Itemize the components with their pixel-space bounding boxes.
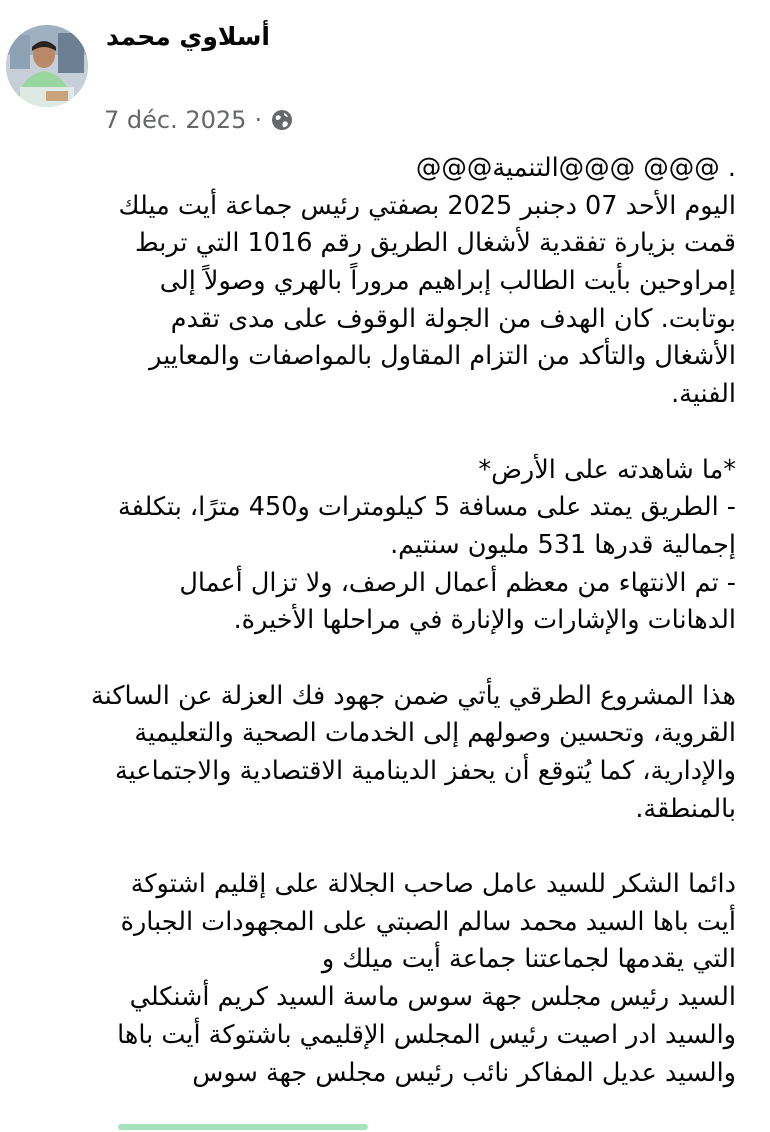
post-line: اليوم الأحد 07 دجنبر 2025 بصفتي رئيس جماعة أيت ميلك — [118, 190, 736, 221]
post-line-blank — [14, 828, 736, 866]
post-line: - الطريق يمتد على مسافة 5 كيلومترات و450 مترًا، بتكلفة — [117, 492, 736, 523]
post-line: هذا المشروع الطرقي يأتي ضمن جهود فك العزلة عن الساكنة — [90, 680, 736, 711]
post-line: قمت بزيارة تفقدية لأشغال الطريق رقم 1016 التي تربط — [135, 228, 736, 259]
post-line: التي يقدمها لجماعتنا جماعة أيت ميلك و — [321, 944, 736, 975]
post-line: السيد رئيس مجلس جهة سوس ماسة السيد كريم أشنكلي — [129, 982, 736, 1013]
post-line: . @@@ @@@التنمية@@@ — [415, 153, 736, 183]
globe-icon[interactable] — [270, 108, 294, 132]
post-line: الدهانات والإشارات والإنارة في مراحلها الأخيرة. — [233, 605, 736, 636]
post-line: والسيد ادر اصيت رئيس المجلس الإقليمي باشتوكة أيت باها — [117, 1019, 736, 1050]
author-avatar[interactable] — [6, 25, 88, 107]
post-line: إمراوحين بأيت الطالب إبراهيم مروراً بالهري وصولاً إلى — [159, 266, 736, 297]
post-line-blank — [14, 414, 736, 452]
post-line: بالمنطقة. — [635, 793, 736, 824]
avatar-photo — [6, 25, 88, 107]
post-body — [14, 150, 736, 1092]
post-line: - تم الانتهاء من معظم أعمال الرصف، ولا تزال أعمال — [179, 567, 736, 598]
post-line: دائما الشكر للسيد عامل صاحب الجلالة على إقليم اشتوكة — [130, 869, 736, 900]
post-line-blank — [14, 640, 736, 678]
post-line: أيت باها السيد محمد سالم الصبتي على المجهودات الجبارة — [120, 906, 736, 937]
post-line: إجمالية قدرها 531 مليون سنتيم. — [390, 529, 736, 560]
meta-separator: · — [254, 106, 263, 134]
author-name[interactable]: أسلاوي محمد — [106, 22, 270, 51]
post-meta — [104, 106, 294, 134]
post-line: الفنية. — [671, 379, 736, 410]
post-line: والإدارية، كما يُتوقع أن يحفز الدينامية الاقتصادية والاجتماعية — [115, 756, 736, 786]
post-date[interactable]: 7 déc. 2025 — [104, 106, 247, 134]
post-line: *ما شاهدته على الأرض* — [478, 454, 736, 485]
post-line: بوتابت. كان الهدف من الجولة الوقوف على مدى تقدم — [170, 303, 736, 334]
post-line: الأشغال والتأكد من التزام المقاول بالمواصفات والمعايير — [149, 341, 736, 372]
post-line: القروية، وتحسين وصولهم إلى الخدمات الصحية والتعليمية — [134, 718, 736, 749]
post-line: والسيد عديل المفاكر نائب رئيس مجلس جهة سوس — [192, 1057, 736, 1088]
scroll-highlight-bar — [118, 1124, 368, 1130]
